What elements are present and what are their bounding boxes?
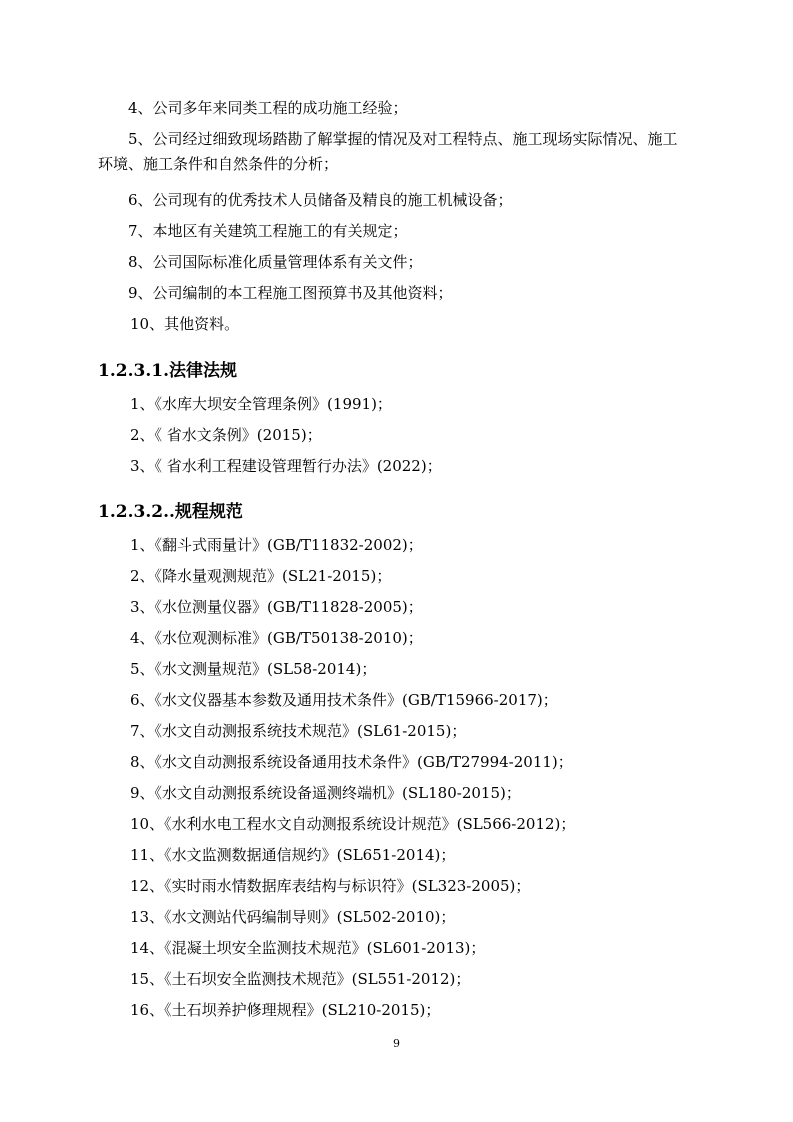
intro-item-5: 5、公司经过细致现场踏勘了解掌握的情况及对工程特点、施工现场实际情况、施工 [128,130,678,148]
spec-item-6: 6、《水文仪器基本参数及通用技术条件》(GB/T15966-2017)； [130,691,558,709]
spec-item-14: 14、《混凝土坝安全监测技术规范》(SL601-2013)； [130,939,486,957]
spec-item-1: 1、《翻斗式雨量计》(GB/T11832-2002)； [130,536,423,554]
spec-item-12: 12、《实时雨水情数据库表结构与标识符》(SL323-2005)； [130,877,531,895]
intro-item-6: 6、公司现有的优秀技术人员储备及精良的施工机械设备； [128,191,513,209]
spec-item-13: 13、《水文测站代码编制导则》(SL502-2010)； [130,908,456,926]
intro-item-9: 9、公司编制的本工程施工图预算书及其他资料； [128,284,453,302]
spec-item-4: 4、《水位观测标准》(GB/T50138-2010)； [130,629,423,647]
spec-item-2: 2、《降水量观测规范》(SL21-2015)； [130,567,392,585]
law-item-1: 1、《水库大坝安全管理条例》(1991)； [130,395,392,413]
intro-item-4: 4、公司多年来同类工程的成功施工经验； [128,99,408,117]
intro-item-10: 10、其他资料。 [130,315,240,333]
intro-item-8: 8、公司国际标准化质量管理体系有关文件； [128,253,423,271]
spec-item-10: 10、《水利水电工程水文自动测报系统设计规范》(SL566-2012)； [130,815,576,833]
spec-item-11: 11、《水文监测数据通信规约》(SL651-2014)； [130,846,456,864]
spec-item-3: 3、《水位测量仪器》(GB/T11828-2005)； [130,598,423,616]
page-number: 9 [393,1037,400,1050]
spec-item-16: 16、《土石坝养护修理规程》(SL210-2015)； [130,1001,441,1019]
section-heading-specs: 1.2.3.2..规程规范 [98,502,243,522]
spec-item-7: 7、《水文自动测报系统技术规范》(SL61-2015)； [130,722,467,740]
law-item-3: 3、《 省水利工程建设管理暂行办法》(2022)； [130,457,442,475]
law-item-2: 2、《 省水文条例》(2015)； [130,426,322,444]
spec-item-15: 15、《土石坝安全监测技术规范》(SL551-2012)； [130,970,471,988]
intro-item-7: 7、本地区有关建筑工程施工的有关规定； [128,222,408,240]
intro-item-5-continued: 环境、施工条件和自然条件的分析； [98,155,339,173]
spec-item-5: 5、《水文测量规范》(SL58-2014)； [130,660,377,678]
spec-item-8: 8、《水文自动测报系统设备通用技术条件》(GB/T27994-2011)； [130,753,573,771]
section-heading-laws: 1.2.3.1.法律法规 [98,361,237,381]
spec-item-9: 9、《水文自动测报系统设备遥测终端机》(SL180-2015)； [130,784,521,802]
